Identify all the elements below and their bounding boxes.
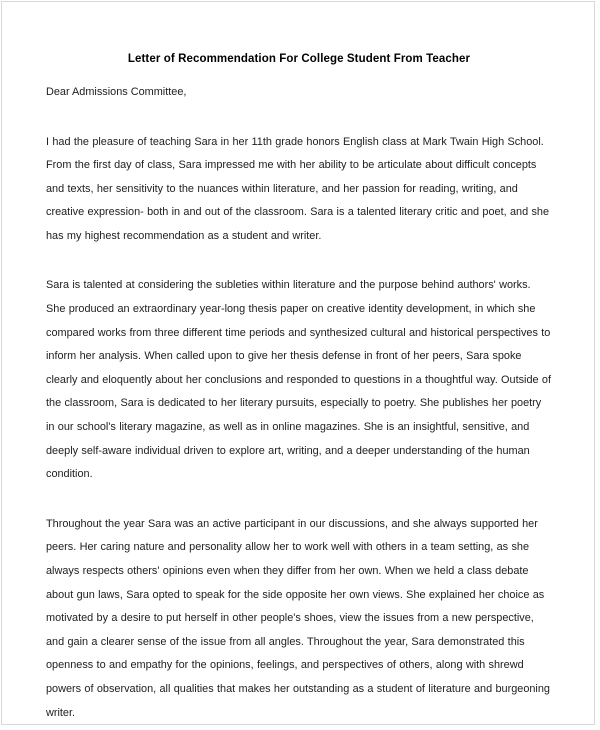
- letter-title: Letter of Recommendation For College Student From Teacher: [127, 53, 471, 65]
- letter-paragraph-3: Throughout the year Sara was an active participant in our discussions, and she always supported her peers. Her caring nature and personality allow her to work well with others in a team setting, as she always respects others' opinions even when they differ from her own. When we held a class debate about gun laws, Sara opted to speak for the side opposite her own views. She explained her choice as motivated by a desire to put herself in other people's shoes, view the issues from a new perspective, and gain a clearer sense of the issue from all angles. Throughout the year, Sara demonstrated this openness to and empathy for the opinions, feelings, and perspectives of others, along with shrewd powers of observation, all qualities that makes her outstanding as a student of literature and burgeoning writer.: [46, 517, 550, 719]
- document-page: [1, 1, 595, 725]
- letter-paragraph-2: Sara is talented at considering the subleties within literature and the purpose behind authors' works. She produced an extraordinary year-long thesis paper on creative identity development, in which she compared works from three different time periods and synthesized cultural and historical perspectives to inform her analysis. When called upon to give her thesis defense in front of her peers, Sara spoke clearly and eloquently about her conclusions and responded to questions in a thoughtful way. Outside of the classroom, Sara is dedicated to her literary pursuits, especially to poetry. She publishes her poetry in our school's literary magazine, as well as in online magazines. She is an insightful, sensitive, and deeply self-aware individual driven to explore art, writing, and a deeper understanding of the human condition.: [46, 279, 551, 481]
- salutation: Dear Admissions Committee,: [46, 86, 187, 98]
- letter-paragraph-1: I had the pleasure of teaching Sara in her 11th grade honors English class at Mark Twain High School. From the first day of class, Sara impressed me with her ability to be articulate about difficult concepts and texts, her sensitivity to the nuances within literature, and her passion for reading, writing, and creative expression- both in and out of the classroom. Sara is a talented literary critic and poet, and she has my highest recommendation as a student and writer.: [46, 135, 550, 242]
- letter-body: [2, 2, 594, 724]
